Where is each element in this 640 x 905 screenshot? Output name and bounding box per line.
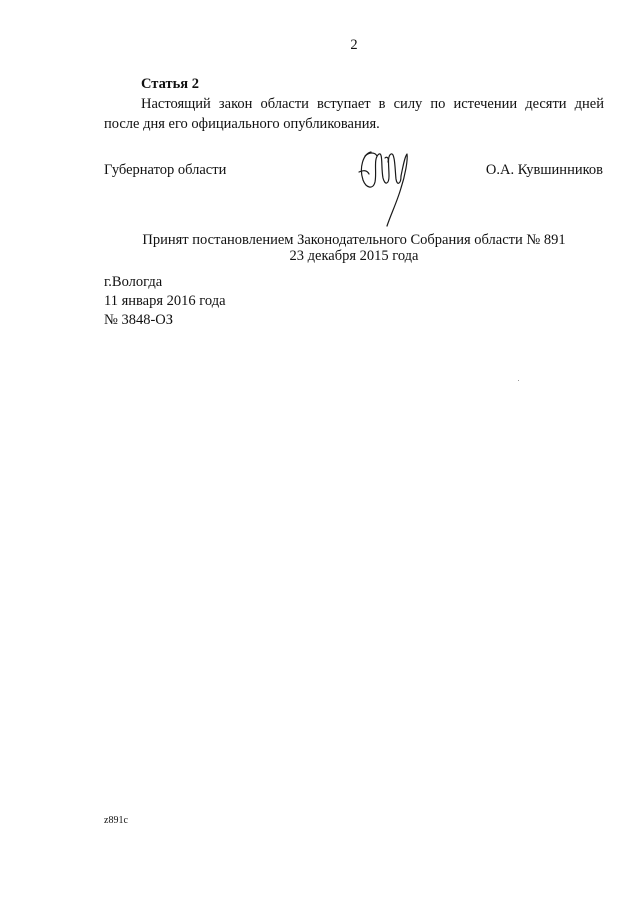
governor-name: О.А. Кувшинников — [485, 162, 603, 178]
adoption-date: 23 декабря 2015 года — [289, 248, 419, 264]
handwritten-signature — [355, 146, 415, 228]
page-number: 2 — [350, 37, 358, 53]
signing-date: 11 января 2016 года — [104, 293, 226, 309]
document-code: z891c — [104, 815, 128, 826]
article-body — [104, 94, 604, 134]
article-heading: Статья 2 — [141, 76, 199, 92]
law-number: № 3848-ОЗ — [104, 312, 174, 328]
adoption-resolution: Принят постановлением Законодательного Собрания области № 891 — [142, 232, 566, 248]
city: г.Вологда — [104, 274, 163, 290]
article-body-line-1: Настоящий закон области вступает в силу по истечении десяти дней — [141, 96, 604, 112]
governor-title: Губернатор области — [104, 162, 227, 178]
article-body-line-2: после дня его официального опубликования. — [104, 116, 380, 132]
scan-speck — [518, 380, 519, 381]
